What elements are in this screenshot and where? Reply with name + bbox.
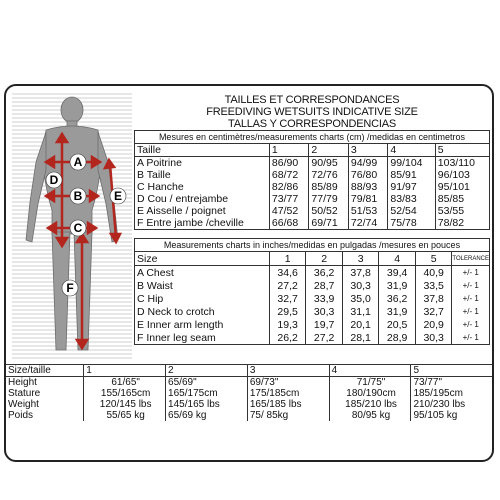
inch-cell: 20,5 [379,318,416,331]
inch-cell: 31,1 [342,305,379,318]
body-row-label: Stature [6,388,84,399]
inch-cell: 27,2 [306,331,343,345]
table-row [6,365,492,377]
cm-cell: 72/76 [309,169,349,181]
inch-cell: 33,5 [415,279,452,292]
cm-cell: 83/83 [388,193,435,205]
tolerance-cell: +/- 1 [462,319,479,329]
body-cell: 155/165cm [84,388,166,399]
body-cell: 145/165 lbs [166,399,248,410]
inch-cell: 28,1 [342,331,379,345]
body-row-label: Weight [6,399,84,410]
cm-cell: 50/52 [309,205,349,217]
cm-cell: 79/81 [348,193,388,205]
cm-cell: 51/53 [348,205,388,217]
inch-size-3: 3 [342,252,379,266]
inch-cell: 29,5 [269,305,306,318]
cm-cell: 86/90 [269,157,309,170]
table-row [135,205,490,217]
table-row [135,144,490,157]
cm-cell: 47/52 [269,205,309,217]
inch-cell: 28,7 [306,279,343,292]
table-row [135,318,490,331]
table-row [135,252,490,266]
cm-size-label: Taille [135,144,270,157]
body-row-label: Height [6,377,84,389]
body-cell: 120/145 lbs [84,399,166,410]
inch-row-label: B Waist [135,279,270,292]
tolerance-label: TOLERANCE [452,252,490,266]
inch-size-2: 2 [306,252,343,266]
cm-table-block [134,130,490,230]
cm-cell: 96/103 [437,169,470,181]
cm-size-3: 3 [348,144,388,157]
inch-cell: 32,7 [269,292,306,305]
body-cell: 95/105 kg [413,410,458,421]
body-size-3: 3 [247,365,329,377]
cm-cell: 85/85 [437,193,465,205]
inch-cell: 31,9 [379,279,416,292]
cm-cell: 90/95 [309,157,349,170]
inch-cell: 19,7 [306,318,343,331]
cm-cell: 66/68 [269,217,309,230]
inch-cell: 30,3 [306,305,343,318]
body-cell: 80/95 kg [329,410,411,421]
inch-row-label: C Hip [135,292,270,305]
cm-row-label: D Cou / entrejambe [135,193,270,205]
cm-cell: 77/79 [309,193,349,205]
tolerance-cell: +/- 1 [462,280,479,290]
cm-size-1: 1 [269,144,309,157]
inch-cell: 30,3 [342,279,379,292]
table-row [6,399,492,410]
table-row [135,157,490,170]
inch-row-label: D Neck to crotch [135,305,270,318]
inch-size-label: Size [135,252,270,266]
table-row [135,279,490,292]
inch-size-5: 5 [415,252,452,266]
body-cell: 180/190cm [329,388,411,399]
cm-cell: 82/86 [269,181,309,193]
cm-cell: 78/82 [437,217,465,229]
label-c: C [73,221,83,235]
inch-cell: 33,9 [306,292,343,305]
body-size-label: Size/taille [6,365,84,377]
inch-row-label: F Inner leg seam [135,331,270,345]
body-cell: 73/77" [413,377,443,388]
body-cell: 165/175cm [166,388,248,399]
inch-cell: 27,2 [269,279,306,292]
body-cell: 55/65 kg [84,410,166,421]
cm-cell: 95/101 [437,181,470,193]
label-a: A [73,155,83,169]
tolerance-cell: +/- 1 [462,306,479,316]
table-row [135,181,490,193]
tolerance-cell: +/- 1 [462,293,479,303]
cm-cell: 69/71 [309,217,349,230]
cm-size-4: 4 [388,144,435,157]
size-chart-card [4,84,494,462]
inch-cell: 31,9 [379,305,416,318]
table-row [135,331,490,345]
tolerance-cell: +/- 1 [462,332,479,342]
body-cell: 165/185 lbs [247,399,329,410]
cm-row-label: C Hanche [135,181,270,193]
cm-cell: 76/80 [348,169,388,181]
chart-titles [134,94,490,130]
cm-cell: 68/72 [269,169,309,181]
body-size-table-block [6,364,492,421]
inch-table-header: Measurements charts in inches/medidas en pulgadas /mesures en pouces [134,238,490,251]
cm-cell: 88/93 [348,181,388,193]
body-cell: 210/230 lbs [413,399,466,410]
cm-row-label: A Poitrine [135,157,270,170]
title-english: FREEDIVING WETSUITS INDICATIVE SIZE [206,106,418,118]
inch-cell: 19,3 [269,318,306,331]
inch-size-4: 4 [379,252,416,266]
inch-cell: 34,6 [269,266,306,280]
table-row [6,410,492,421]
inch-cell: 37,8 [342,266,379,280]
inch-row-label: E Inner arm length [135,318,270,331]
cm-cell: 103/110 [437,157,475,169]
table-row [6,388,492,399]
cm-row-label: F Entre jambe /cheville [135,217,270,230]
title-spanish: TALLAS Y CORRESPONDENCIAS [228,118,396,130]
body-size-table [6,364,492,421]
cm-cell: 73/77 [269,193,309,205]
body-cell: 65/69" [166,377,248,389]
inch-cell: 35,0 [342,292,379,305]
cm-cell: 75/78 [388,217,435,230]
body-size-4: 4 [329,365,411,377]
label-e: E [113,189,123,203]
body-figure-svg [12,92,132,360]
body-cell: 185/210 lbs [329,399,411,410]
body-cell: 175/185cm [247,388,329,399]
label-b: B [73,189,83,203]
inch-cell: 40,9 [415,266,452,280]
inch-cell: 36,2 [379,292,416,305]
label-d: D [49,173,59,187]
body-size-1: 1 [84,365,166,377]
inch-cell: 20,9 [415,318,452,331]
cm-cell: 91/97 [388,181,435,193]
cm-cell: 72/74 [348,217,388,230]
cm-size-5: 5 [435,144,489,157]
table-row [135,292,490,305]
body-cell: 71/75" [329,377,411,389]
cm-row-label: B Taille [135,169,270,181]
inch-table-block [134,238,490,345]
table-row [135,305,490,318]
inch-cell: 28,9 [379,331,416,345]
inch-size-1: 1 [269,252,306,266]
table-row [135,217,490,230]
tolerance-cell: +/- 1 [462,267,479,277]
label-f: F [66,281,74,295]
cm-table [134,143,490,230]
inch-cell: 32,7 [415,305,452,318]
body-size-2: 2 [166,365,248,377]
cm-cell: 85/91 [388,169,435,181]
table-row [135,169,490,181]
table-row [135,193,490,205]
body-cell: 69/73" [247,377,329,389]
body-cell: 65/69 kg [166,410,248,421]
body-cell: 61/65" [84,377,166,389]
cm-cell: 53/55 [437,205,465,217]
cm-size-2: 2 [309,144,349,157]
cm-table-header: Mesures en centimètres/measurements charts (cm) /medidas en centimetros [134,130,490,143]
title-french: TAILLES ET CORRESPONDANCES [224,94,400,106]
cm-row-label: E Aisselle / poignet [135,205,270,217]
body-cell: 185/195cm [413,388,463,399]
cm-cell: 94/99 [348,157,388,170]
inch-cell: 30,3 [415,331,452,345]
inch-table [134,251,490,345]
inch-cell: 26,2 [269,331,306,345]
cm-cell: 52/54 [388,205,435,217]
body-row-label: Poids [6,410,84,421]
cm-cell: 85/89 [309,181,349,193]
cm-cell: 99/104 [388,157,435,170]
body-size-5: 5 [411,365,492,377]
body-figure [12,92,132,360]
table-row [6,377,492,389]
body-cell: 75/ 85kg [247,410,329,421]
inch-cell: 20,1 [342,318,379,331]
inch-cell: 36,2 [306,266,343,280]
inch-cell: 39,4 [379,266,416,280]
table-row [135,266,490,280]
inch-cell: 37,8 [415,292,452,305]
inch-row-label: A Chest [135,266,270,280]
